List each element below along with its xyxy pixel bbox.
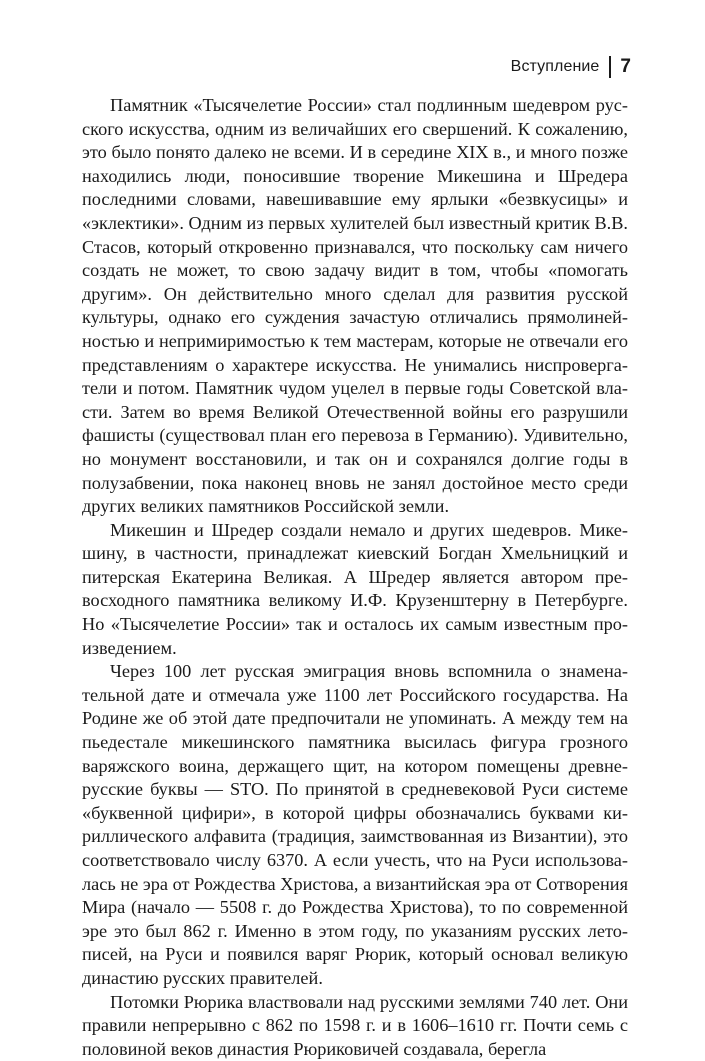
running-head bbox=[511, 54, 631, 80]
body-text bbox=[82, 94, 628, 1061]
paragraph-1: Памятник «Тысячелетие России» стал подлинным шедевром русского искусства, одним из величайших его свершений. К сожалению, это было понято далеко не всеми. И в середине XIX в., и много позже находились люди, поносившие творение Микешина и Шредера последними словами, навешивавшие ему ярлыки «безвкусицы» и «эклектики». Одним из первых хулителей был известный критик В.В. Стасов, который откровенно признавался, что поскольку сам ничего создать не может, то свою задачу видит в том, чтобы «помогать другим». Он действительно много сделал для развития русской культуры, однако его суждения зачастую отличались прямолинейностью и непримиримостью к тем мастерам, которые не отвечали его представлениям о характере искусства. Не унимались ниспровергатели и потом. Памятник чудом уцелел в первые годы Советской власти. Затем во время Великой Отечественной войны его разрушили фашисты (существовал план его перевоза в Германию). Удивительно, но монумент восстановили, и так он и сохранялся долгие годы в полузабвении, пока наконец вновь не занял достойное место среди других великих памятников Российской земли. bbox=[82, 95, 628, 517]
section-title: Вступление bbox=[510, 58, 600, 75]
paragraph-2: Микешин и Шредер создали немало и других шедевров. Микешину, в частности, принадлежат киевский Богдан Хмельницкий и питерская Екатерина Великая. А Шредер является автором превосходного памятника великому И.Ф. Крузенштерну в Петербурге. Но «Тысячелетие России» так и осталось их самым известным произведением. bbox=[82, 519, 628, 658]
paragraph-4: Потомки Рюрика властвовали над русскими землями 740 лет. Они правили непрерывно с 862 по 1598 г. и в 1606–1610 гг. Почти семь с половиной веков династия Рюриковичей создавала, берегла bbox=[82, 991, 628, 1059]
page-number: 7 bbox=[620, 56, 631, 77]
header-divider bbox=[609, 56, 611, 78]
paragraph-3: Через 100 лет русская эмиграция вновь вспомнила о знаменательной дате и отмечала уже 1100 лет Российского государства. На Родине же об этой дате предпочитали не упоминать. А между тем на пьедестале микешинского памятника высилась фигура грозного варяжского воина, держащего щит, на котором помещены древнерусские буквы — STO. По принятой в средневековой Руси системе «буквенной цифири», в которой цифры обозначались буквами кириллического алфавита (традиция, заимствованная из Византии), это соответствовало числу 6370. А если учесть, что на Руси использовалась не эра от Рождества Христова, а византийская эра от Сотворения Мира (начало — 5508 г. до Рождества Христова), то по современной эре это был 862 г. Именно в этом году, по указаниям русских летописей, на Руси и появился варяг Рюрик, который основал великую династию русских правителей. bbox=[82, 661, 628, 988]
